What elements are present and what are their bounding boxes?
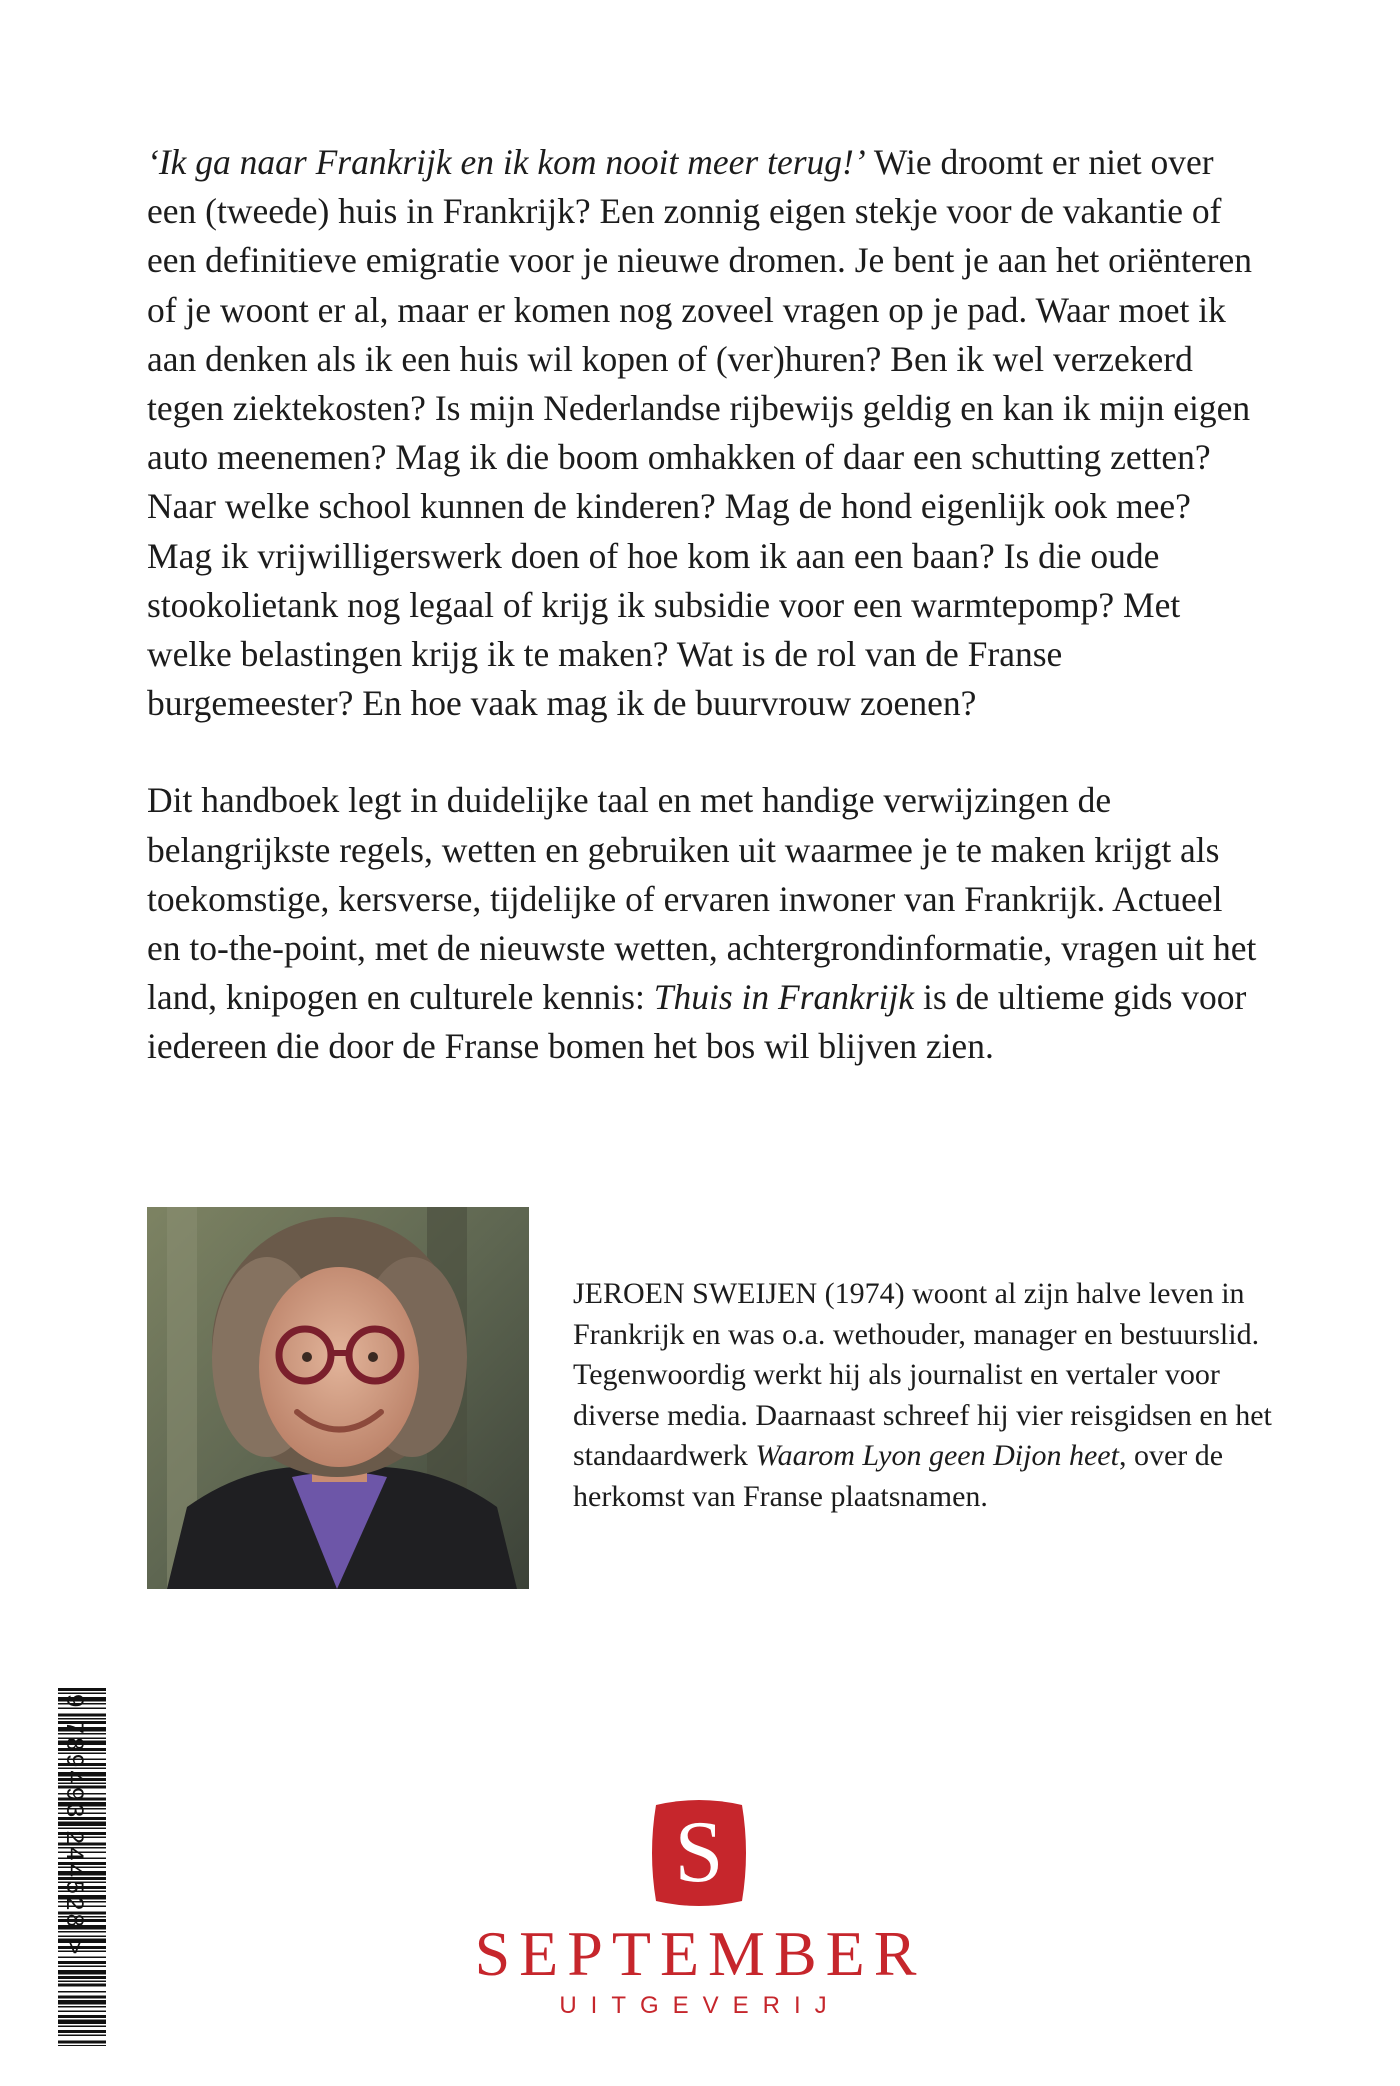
opening-quote: ‘Ik ga naar Frankrijk en ik kom nooit meer terug!’ bbox=[147, 142, 866, 182]
blurb-paragraph-2-text-b: is de ultieme gids voor iedereen die door de Franse bomen het bos wil blijven zien. bbox=[147, 977, 1247, 1067]
back-cover-blurb bbox=[147, 138, 1262, 1072]
barcode-bar bbox=[58, 1688, 106, 1691]
blurb-paragraph-2 bbox=[147, 776, 1262, 1071]
author-photo bbox=[147, 1207, 529, 1589]
publisher-subtitle: UITGEVERIJ bbox=[559, 1992, 841, 2019]
author-bio bbox=[573, 1274, 1273, 1517]
isbn-digits bbox=[60, 1694, 90, 2054]
svg-text:S: S bbox=[674, 1804, 724, 1901]
blurb-paragraph-1-text: Wie droomt er niet over een (tweede) huis in Frankrijk? Een zonnig eigen stekje voor de vakantie of een definitieve emigratie voor je nieuwe dromen. Je bent je aan het oriënteren of je woont er al, maar er komen nog zoveel vragen op je pad. Waar moet ik aan denken als ik een huis wil kopen of (ver)huren? Ben ik wel verzekerd tegen ziektekosten? Is mijn Nederlandse rijbewijs geldig en kan ik mijn eigen auto meenemen? Mag ik die boom omhakken of daar een schutting zetten? Naar welke school kunnen de kinderen? Mag de hond eigenlijk ook mee? Mag ik vrijwilligerswerk doen of hoe kom ik aan een baan? Is die oude stookolietank nog legaal of krijg ik subsidie voor een warmtepomp? Met welke belastingen krijg ik te maken? Wat is de rol van de Franse burgemeester? En hoe vaak mag ik de buurvrouw zoenen? bbox=[147, 142, 1252, 724]
publisher-name: SEPTEMBER bbox=[474, 1918, 926, 1989]
author-portrait-image bbox=[147, 1207, 529, 1589]
book-title: Thuis in Frankrijk bbox=[653, 977, 915, 1018]
blurb-paragraph-2-text-a: Dit handboek legt in duidelijke taal en met handige verwijzingen de belangrijkste regels, wetten en gebruiken uit waarmee je te maken krijgt als toekomstige, kersverse, tijdelijke of ervaren inwoner van Frankrijk. Actueel en to-the-point, met de nieuwste wetten, achtergrondinformatie, vragen uit het land, knipogen en culturele kennis: bbox=[147, 780, 1257, 1018]
author-book-title: Waarom Lyon geen Dijon heet bbox=[755, 1439, 1119, 1472]
blurb-paragraph-1 bbox=[147, 138, 1262, 728]
isbn-digits-text: 9 789493 244528 > bbox=[61, 1694, 88, 1958]
author-bio-text-a: JEROEN SWEIJEN (1974) woont al zijn halve leven in Frankrijk en was o.a. wethouder, manager en bestuurslid. Tegenwoordig werkt hij als journalist en vertaler voor diverse media. Daarnaast schreef hij vier reisgidsen en het standaardwerk bbox=[573, 1277, 1272, 1472]
author-bio-text-b: , over de herkomst van Franse plaatsnamen. bbox=[573, 1439, 1224, 1513]
publisher-logo-icon bbox=[648, 1797, 750, 1909]
